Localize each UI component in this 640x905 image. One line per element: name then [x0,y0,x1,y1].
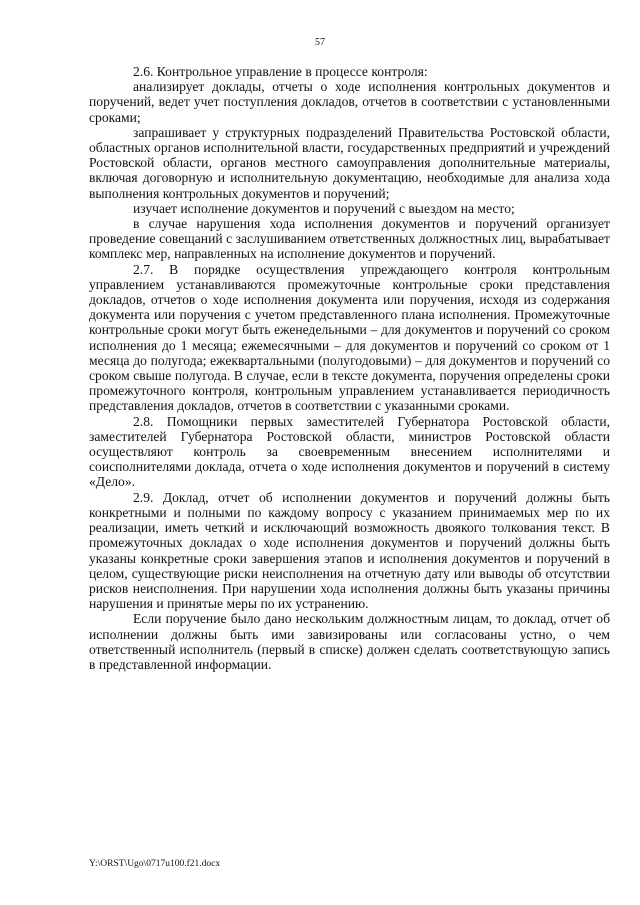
paragraph-2-9: 2.9. Доклад, отчет об исполнении документов и поручений должны быть конкретными и полными по каждому вопросу с указанием принимаемых мер по их реализации, иметь четкий и исключающий возможность двоякого толкования текст. В промежуточных докладах о ходе исполнения документов и поручений должны быть указаны конкретные сроки завершения этапов и исполнения документов и поручений в целом, существующие риски неисполнения на отчетную дату или выводы об отсутствии рисков неисполнения. При нарушении хода исполнения должны быть указаны причины нарушения и принятые меры по их устранению. [89,489,610,612]
page-number: 57 [315,37,325,48]
paragraph-2-6-item-organizes: в случае нарушения хода исполнения документов и поручений организует проведение совещаний с заслушиванием ответственных должностных лиц, вырабатывает комплекс мер, направленных на исполнение документов и поручений. [89,216,610,262]
paragraph-2-7: 2.7. В порядке осуществления упреждающего контроля контрольным управлением устанавливаются промежуточные контрольные сроки представления докладов, отчетов о ходе исполнения документа или поручения, исходя из содержания документа или поручения с учетом представленного плана исполнения. Промежуточные контрольные сроки могут быть еженедельными – для документов и поручений со сроком исполнения до 1 месяца; ежемесячными – для документов и поручений со сроком от 1 месяца до полугода; ежеквартальными (полугодовыми) – для документов и поручений со сроком свыше полугода. В случае, если в тексте документа, поручения определены сроки промежуточного контроля, контрольным управлением устанавливается периодичность представления докладов, отчетов в соответствии с указанными сроками. [89,261,610,414]
file-path-footer: Y:\ORST\Ugo\0717u100.f21.docx [89,859,221,869]
document-body [89,64,610,672]
paragraph-2-6-heading: 2.6. Контрольное управление в процессе контроля: [133,64,428,79]
paragraph-2-6-item-requests: запрашивает у структурных подразделений Правительства Ростовской области, областных органов исполнительной власти, государственных предприятий и учреждений Ростовской области, органов местного самоуправления дополнительные материалы, включая договорную и исполнительную документацию, необходимые для анализа хода выполнения контрольных документов и поручений; [89,124,610,201]
paragraph-2-6-item-analyzes: анализирует доклады, отчеты о ходе исполнения контрольных документов и поручений, ведет учет поступления докладов, отчетов в соответствии с установленными сроками; [89,79,610,125]
paragraph-2-6-item-studies: изучает исполнение документов и поручений с выездом на место; [133,200,515,216]
paragraph-multiple-executors: Если поручение было дано нескольким должностным лицам, то доклад, отчет об исполнении должны быть ими завизированы или согласованы устно, о чем ответственный исполнитель (первый в списке) должен сделать соответствующую запись в представленной информации. [89,611,610,672]
paragraph-2-8: 2.8. Помощники первых заместителей Губернатора Ростовской области, заместителей Губернатора Ростовской области, министров Ростовской области осуществляют контроль за своевременным внесением исполнителями и соисполнителями доклада, отчета о ходе исполнения документов и поручений в систему «Дело». [89,413,610,490]
